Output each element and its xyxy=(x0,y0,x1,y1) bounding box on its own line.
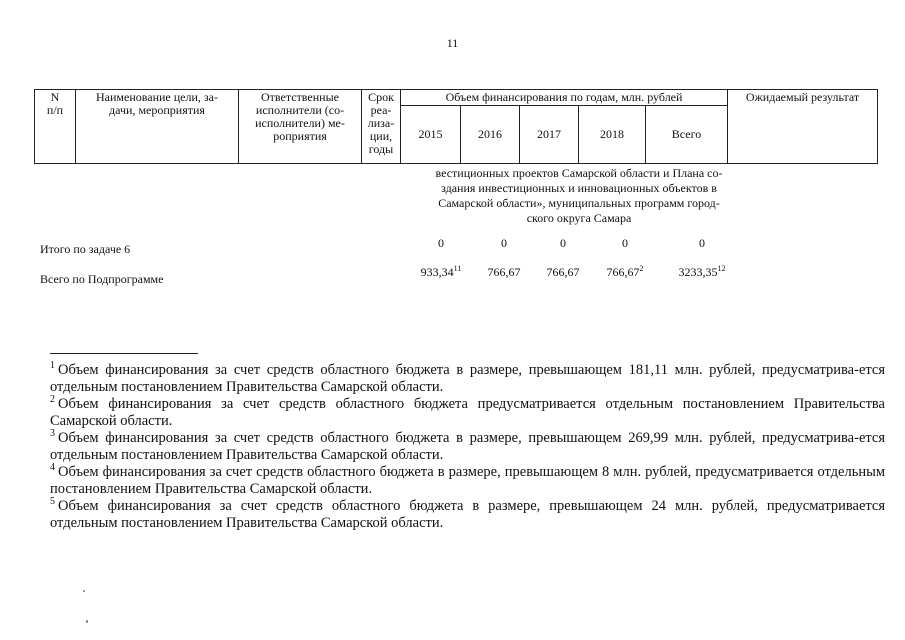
header-col-term: Срок реа- лиза- ции, годы xyxy=(362,90,401,164)
page-number: 11 xyxy=(446,36,459,50)
header-col-name: Наименование цели, за- дачи, мероприятия xyxy=(76,90,239,164)
footnotes xyxy=(50,362,885,532)
value-cell: 0 xyxy=(622,236,628,250)
footnote: $^5$ Объем финансирования за счет средств областного бюджета в размере, превышающем 24 млн. рублей, предусматривается отдельным постановлением Правительства Самарской области. xyxy=(50,496,885,531)
header-year-total: Всего xyxy=(646,106,728,164)
value-cell: 0 xyxy=(501,236,507,250)
value-cell: 766,67 xyxy=(546,265,580,279)
header-year-2018: 2018 xyxy=(579,106,646,164)
continuation-text: вестиционных проектов Самарской области и Плана со- здания инвестиционных и инновационных объектов в Самарской области», муниципальных программ город- ского округа Самара xyxy=(435,166,723,225)
value-cell: 766,67 xyxy=(487,265,521,279)
header-year-2015: 2015 xyxy=(401,106,461,164)
row-label-subprogram-total: Всего по Подпрограмме xyxy=(40,272,164,286)
row-label-task6-total: Итого по задаче 6 xyxy=(40,242,131,256)
header-col-responsible: Ответственные исполнители (со- исполнители) ме- роприятия xyxy=(239,90,362,164)
value-cell: 933,34$^{11}$ xyxy=(420,264,462,279)
scan-speck xyxy=(83,590,85,592)
header-year-2016: 2016 xyxy=(461,106,520,164)
scan-speck xyxy=(86,620,88,623)
footnote: $^3$ Объем финансирования за счет средств областного бюджета в размере, превышающем 269,99 млн. рублей, предусматрива-ется отдельным постановлением Правительства Самарской области. xyxy=(50,428,885,463)
value-cell: 0 xyxy=(438,236,444,250)
value-cell: 0 xyxy=(560,236,566,250)
footnote: $^4$ Объем финансирования за счет средств областного бюджета в размере, превышающем 8 млн. рублей, предусматривается отдельным постановлением Правительства Самарской области. xyxy=(50,462,885,497)
header-col-number: N п/п xyxy=(35,90,76,164)
header-col-result: Ожидаемый результат xyxy=(728,90,878,164)
header-col-financing: Объем финансирования по годам, млн. рублей xyxy=(401,90,728,106)
footnote: $^1$ Объем финансирования за счет средств областного бюджета в размере, превышающем 181,11 млн. рублей, предусматрива-ется отдельным постановлением Правительства Самарской области. xyxy=(50,360,885,395)
footnote-separator xyxy=(50,353,198,354)
value-cell: 0 xyxy=(699,236,705,250)
value-cell: 3233,35$^{12}$ xyxy=(678,264,726,279)
table-header xyxy=(34,89,878,164)
header-year-2017: 2017 xyxy=(520,106,579,164)
value-cell: 766,67$^2$ xyxy=(606,264,644,279)
footnote: $^2$ Объем финансирования за счет средств областного бюджета предусматривается отдельным постановлением Правительства Самарской области. xyxy=(50,394,885,429)
